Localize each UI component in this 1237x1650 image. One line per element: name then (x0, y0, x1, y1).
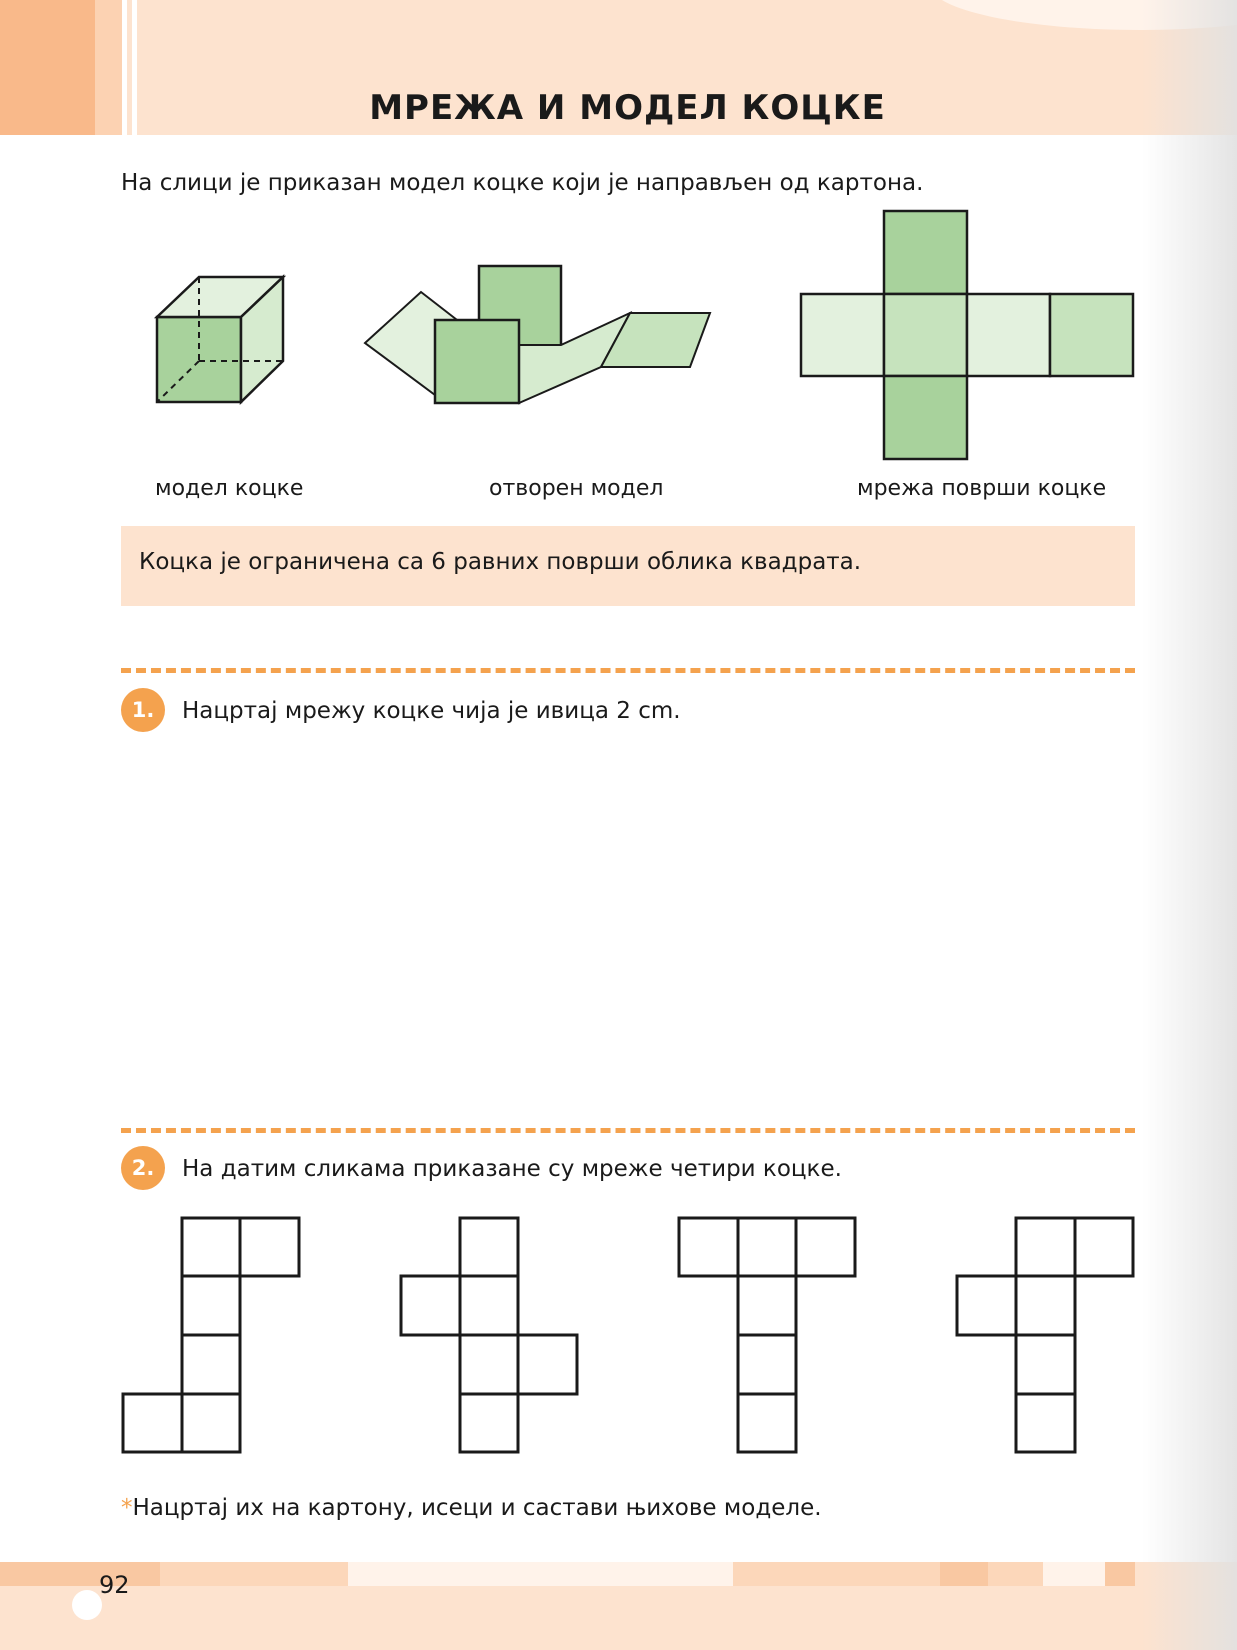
cube-model-caption: модел коцке (155, 476, 304, 501)
footnote-text: Нацртај их на картону, исеци и састави њихове моделе. (132, 1495, 822, 1521)
footer-segment (1043, 1562, 1105, 1586)
cube-net-a (123, 1218, 299, 1452)
footer-segment (0, 1562, 160, 1586)
cube-net-b (401, 1218, 577, 1452)
footnote-mark: * (121, 1495, 133, 1521)
footer-segment (348, 1562, 733, 1586)
footer-segment (160, 1562, 348, 1586)
open-model-caption: отворен модел (489, 476, 664, 501)
page-number: 92 (99, 1571, 130, 1599)
page-footer (0, 1562, 1237, 1650)
intro-text: На слици је приказан модел коцке који је направљен од картона. (121, 170, 924, 196)
info-box-text: Коцка је ограничена са 6 равних површи облика квадрата. (139, 549, 862, 575)
page-number-circle (72, 1590, 102, 1620)
footer-segment (733, 1562, 940, 1586)
cube-net-c (679, 1218, 855, 1452)
footer-segment (1105, 1562, 1135, 1586)
task2-text: На датим сликама приказане су мреже четири коцке. (182, 1156, 842, 1182)
footnote (121, 1495, 822, 1521)
task-number-badge: 2. (121, 1146, 165, 1190)
page-edge-shadow (1142, 0, 1237, 1650)
cube-net-d (957, 1218, 1133, 1452)
footer-segment (988, 1562, 1043, 1586)
surface-net-caption: мрежа површи коцке (857, 476, 1107, 501)
task-number-badge: 1. (121, 688, 165, 732)
footer-segment (940, 1562, 988, 1586)
task1-text: Нацртај мрежу коцке чија је ивица 2 cm. (182, 698, 681, 724)
page-title: МРЕЖА И МОДЕЛ КОЦКЕ (369, 88, 886, 128)
